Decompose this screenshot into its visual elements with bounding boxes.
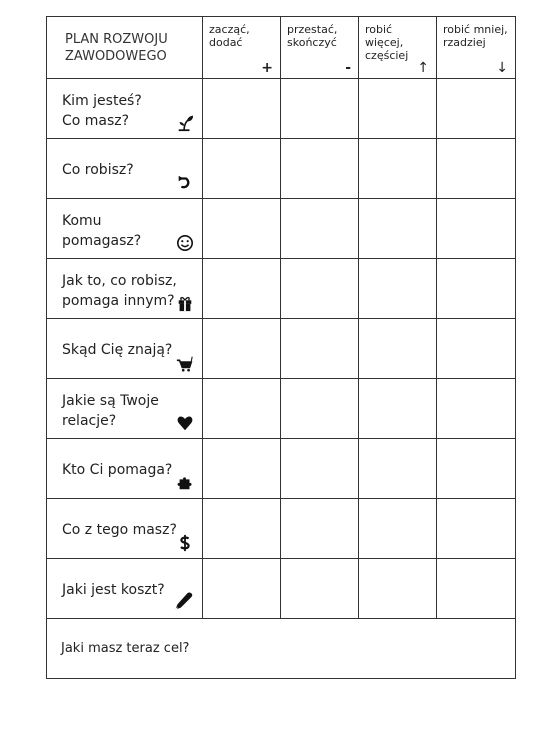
cell[interactable] [359, 499, 437, 559]
row-label-cell [47, 139, 203, 199]
row-label-cell [47, 439, 203, 499]
row-label-cell [47, 379, 203, 439]
cell[interactable] [281, 379, 359, 439]
cell[interactable] [359, 259, 437, 319]
cell[interactable] [437, 319, 516, 379]
column-header-stop [281, 17, 359, 79]
cell[interactable] [359, 139, 437, 199]
cell[interactable] [437, 199, 516, 259]
gift-icon [176, 294, 194, 312]
row-label: Co robisz? [62, 162, 134, 178]
smiley-icon [176, 234, 194, 252]
cell[interactable] [281, 199, 359, 259]
cell[interactable] [437, 139, 516, 199]
pen-icon [172, 590, 194, 612]
cell[interactable] [359, 319, 437, 379]
goal-label: Jaki masz teraz cel? [61, 641, 190, 656]
cell[interactable] [359, 79, 437, 139]
column-label: przestać, skończyć [287, 23, 338, 49]
row-label: Kim jesteś? Co masz? [62, 93, 142, 129]
dollar-icon [176, 534, 194, 552]
cell[interactable] [359, 379, 437, 439]
cell[interactable] [281, 259, 359, 319]
column-header-less [437, 17, 516, 79]
table-row [47, 559, 516, 619]
table-row [47, 319, 516, 379]
cell[interactable] [359, 439, 437, 499]
career-plan-table [46, 16, 516, 679]
cell[interactable] [359, 559, 437, 619]
table-row [47, 139, 516, 199]
cell[interactable] [203, 139, 281, 199]
cell[interactable] [281, 439, 359, 499]
table-row [47, 199, 516, 259]
row-label: Jaki jest koszt? [62, 582, 165, 598]
minus-symbol: - [345, 60, 351, 76]
cell[interactable] [437, 79, 516, 139]
cell[interactable] [437, 259, 516, 319]
row-label: Jak to, co robisz, pomaga innym? [62, 273, 177, 309]
title-cell [47, 17, 203, 79]
table-row [47, 499, 516, 559]
column-label: robić więcej, częściej [365, 23, 409, 62]
cell[interactable] [281, 559, 359, 619]
cell[interactable] [437, 559, 516, 619]
goal-row [47, 619, 516, 679]
row-label: Co z tego masz? [62, 522, 177, 538]
cell[interactable] [281, 319, 359, 379]
heart-icon [176, 414, 194, 432]
row-label-cell [47, 259, 203, 319]
cell[interactable] [203, 319, 281, 379]
plan-title: PLAN ROZWOJU ZAWODOWEGO [65, 32, 168, 64]
table-row [47, 79, 516, 139]
row-label-cell [47, 319, 203, 379]
puzzle-icon [176, 474, 194, 492]
cell[interactable] [203, 199, 281, 259]
row-label-cell [47, 79, 203, 139]
row-label-cell [47, 499, 203, 559]
table-row [47, 259, 516, 319]
table-row [47, 379, 516, 439]
row-label: Jakie są Twoje relacje? [62, 393, 159, 429]
cell[interactable] [437, 379, 516, 439]
arrow-up-icon: ↑ [417, 60, 429, 76]
sprout-icon [176, 114, 194, 132]
cell[interactable] [359, 199, 437, 259]
plus-symbol: + [261, 60, 273, 76]
shopping-cart-icon [176, 354, 194, 372]
cell[interactable] [437, 499, 516, 559]
cell[interactable] [203, 499, 281, 559]
column-header-start [203, 17, 281, 79]
header-row [47, 17, 516, 79]
cell[interactable] [281, 139, 359, 199]
table-row [47, 439, 516, 499]
cell[interactable] [281, 79, 359, 139]
row-label-cell [47, 559, 203, 619]
arrow-down-icon: ↓ [496, 60, 508, 76]
cell[interactable] [203, 79, 281, 139]
row-label-cell [47, 199, 203, 259]
column-label: robić mniej, rzadziej [443, 23, 508, 49]
cell[interactable] [203, 259, 281, 319]
cell[interactable] [281, 499, 359, 559]
goal-cell[interactable] [47, 619, 516, 679]
row-label: Kto Ci pomaga? [62, 462, 173, 478]
cell[interactable] [203, 379, 281, 439]
column-header-more [359, 17, 437, 79]
cell[interactable] [203, 559, 281, 619]
cell[interactable] [437, 439, 516, 499]
row-label: Komu pomagasz? [62, 213, 142, 249]
rotate-arrow-icon [176, 174, 194, 192]
cell[interactable] [203, 439, 281, 499]
row-label: Skąd Cię znają? [62, 342, 173, 358]
column-label: zacząć, dodać [209, 23, 250, 49]
